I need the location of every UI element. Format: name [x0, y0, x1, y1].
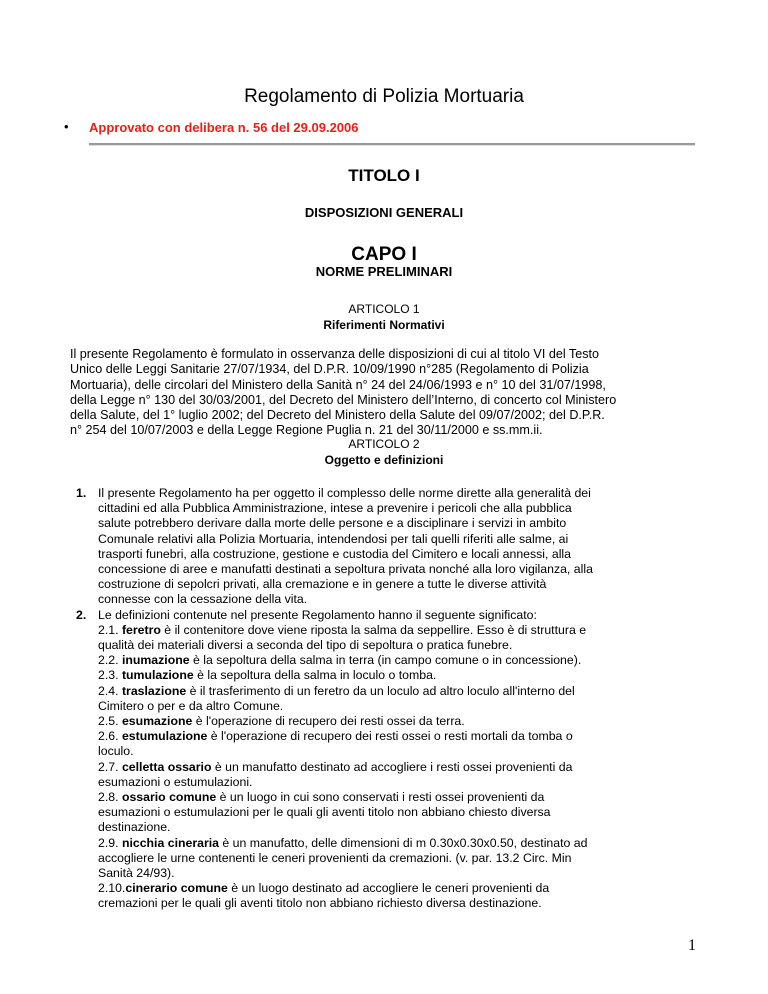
- horizontal-rule: [89, 143, 695, 146]
- text-line: connesse con la cessazione della vita.: [98, 592, 308, 607]
- definition-term: traslazione: [121, 683, 187, 698]
- text-line: Il presente Regolamento ha per oggetto il complesso delle norme dirette alla generalità dei: [98, 486, 591, 500]
- article-1-title: Riferimenti Normativi: [323, 318, 445, 332]
- approval-note: [64, 119, 359, 135]
- text-line: Mortuaria), delle circolari del Ministero della Sanità n° 24 del 24/06/1993 e n° 10 del 31/07/1998,: [70, 377, 606, 392]
- text-line: Il presente Regolamento è formulato in osservanza delle disposizioni di cui al titolo VI del Testo: [70, 347, 599, 361]
- text-line: trasporti funebri, alla costruzione, gestione e custodia del Cimitero e locali annessi, alla: [98, 546, 571, 561]
- article-2-heading: ARTICOLO 2: [348, 437, 420, 451]
- definition-term: feretro: [121, 622, 161, 637]
- article-1-heading: ARTICOLO 1: [348, 302, 420, 316]
- text-line: Unico delle Leggi Sanitarie 27/07/1934, del D.P.R. 10/09/1990 n°285 (Regolamento di Polizia: [70, 362, 589, 377]
- definition-2-3: 2.3. tumulazione è la sepoltura della salma in loculo o tomba.: [98, 668, 437, 683]
- definition-term: cinerario comune: [125, 881, 228, 896]
- bullet-marker: •: [64, 119, 69, 134]
- titolo-subtitle: DISPOSIZIONI GENERALI: [304, 205, 464, 220]
- definition-term: ossario comune: [121, 790, 217, 805]
- item-number: 2.: [76, 607, 87, 622]
- definition-2-10: 2.10.cinerario comune è un luogo destinato ad accogliere le ceneri provenienti da cremazioni per le quali gli aventi titolo non abbiano richiesto diversa destinazione.: [98, 881, 550, 911]
- list-item: [76, 607, 698, 912]
- definition-term: tumulazione: [121, 668, 194, 683]
- list-item: [76, 486, 698, 608]
- capo-subtitle: NORME PRELIMINARI: [315, 264, 453, 279]
- approval-text: Approvato con delibera n. 56 del 29.09.2006: [89, 120, 359, 135]
- definition-2-2: 2.2. inumazione è la sepoltura della salma in terra (in campo comune o in concessione).: [98, 653, 582, 668]
- definition-2-1: 2.1. feretro è il contenitore dove viene riposta la salma da seppellire. Esso è di struttura e qualità dei materiali diversi a seconda del tipo di sepoltura o pratica funebre.: [98, 622, 587, 653]
- item-number: 1.: [76, 486, 87, 500]
- definition-2-5: 2.5. esumazione è l'operazione di recupero dei resti ossei da terra.: [98, 714, 465, 729]
- page-number: 1: [688, 937, 696, 954]
- text-line: cittadini ed alla Pubblica Amministrazione, intese a prevenire i pericoli che alla pubblica: [98, 501, 572, 516]
- text-line: costruzione di sepolcri privati, alla cremazione e in genere a tutte le diverse attività: [98, 577, 547, 592]
- capo-heading: CAPO I: [351, 244, 417, 265]
- text-line: n° 254 del 10/07/2003 e della Legge Regione Puglia n. 21 del 30/11/2000 e ss.mm.ii.: [70, 423, 543, 438]
- definition-term: inumazione: [121, 653, 190, 668]
- definition-2-4: 2.4. traslazione è il trasferimento di un feretro da un loculo ad altro loculo all'interno del Cimitero o per e da altro Comune.: [98, 683, 575, 713]
- text-line: Le definizioni contenute nel presente Regolamento hanno il seguente significato:: [98, 607, 537, 622]
- article-1-body: [70, 347, 698, 439]
- definition-2-6: 2.6. estumulazione è l'operazione di recupero dei resti ossei o resti mortali da tomba o loculo.: [98, 729, 573, 759]
- article-2-list: [76, 486, 698, 912]
- definition-term: esumazione: [121, 714, 193, 729]
- definition-term: nicchia cineraria: [121, 835, 219, 850]
- article-2-title: Oggetto e definizioni: [324, 453, 444, 467]
- text-line: della Legge n° 130 del 30/03/2001, del Decreto del Ministero dell’Interno, di concerto col Ministero: [70, 392, 617, 407]
- definition-term: celletta ossario: [121, 759, 212, 774]
- text-line: Comunale relativi alla Polizia Mortuaria, intendendosi per tali quelli riferiti alle salme, ai: [98, 531, 569, 546]
- definition-2-8: 2.8. ossario comune è un luogo in cui sono conservati i resti ossei provenienti da esumazioni o estumulazioni per le quali gli aventi titolo non abbiano chiesto diversa destinazione.: [98, 790, 551, 835]
- titolo-heading: TITOLO I: [348, 166, 420, 185]
- text-line: salute potrebbero derivare dalla morte delle persone e a disciplinare i servizi in ambito: [98, 516, 567, 531]
- page-title: Regolamento di Polizia Mortuaria: [244, 86, 524, 107]
- definition-2-7: 2.7. celletta ossario è un manufatto destinato ad accogliere i resti ossei provenienti da esumazioni o estumulazioni.: [98, 759, 573, 789]
- definition-2-9: 2.9. nicchia cineraria è un manufatto, delle dimensioni di m 0.30x0.30x0.50, destinato ad accogliere le urne contenenti le ceneri provenienti da cremazioni. (v. par. 13.2 Circ. Min Sanità 24/93).: [98, 835, 588, 881]
- text-line: della Salute, del 1° luglio 2002; del Decreto del Ministero della Salute del 09/07/2002; del D.P.R.: [70, 408, 605, 423]
- text-line: concessione di aree e manufatti destinati a sepoltura privata nonché alla loro vigilanza, alla: [98, 562, 593, 577]
- definition-term: estumulazione: [121, 729, 208, 744]
